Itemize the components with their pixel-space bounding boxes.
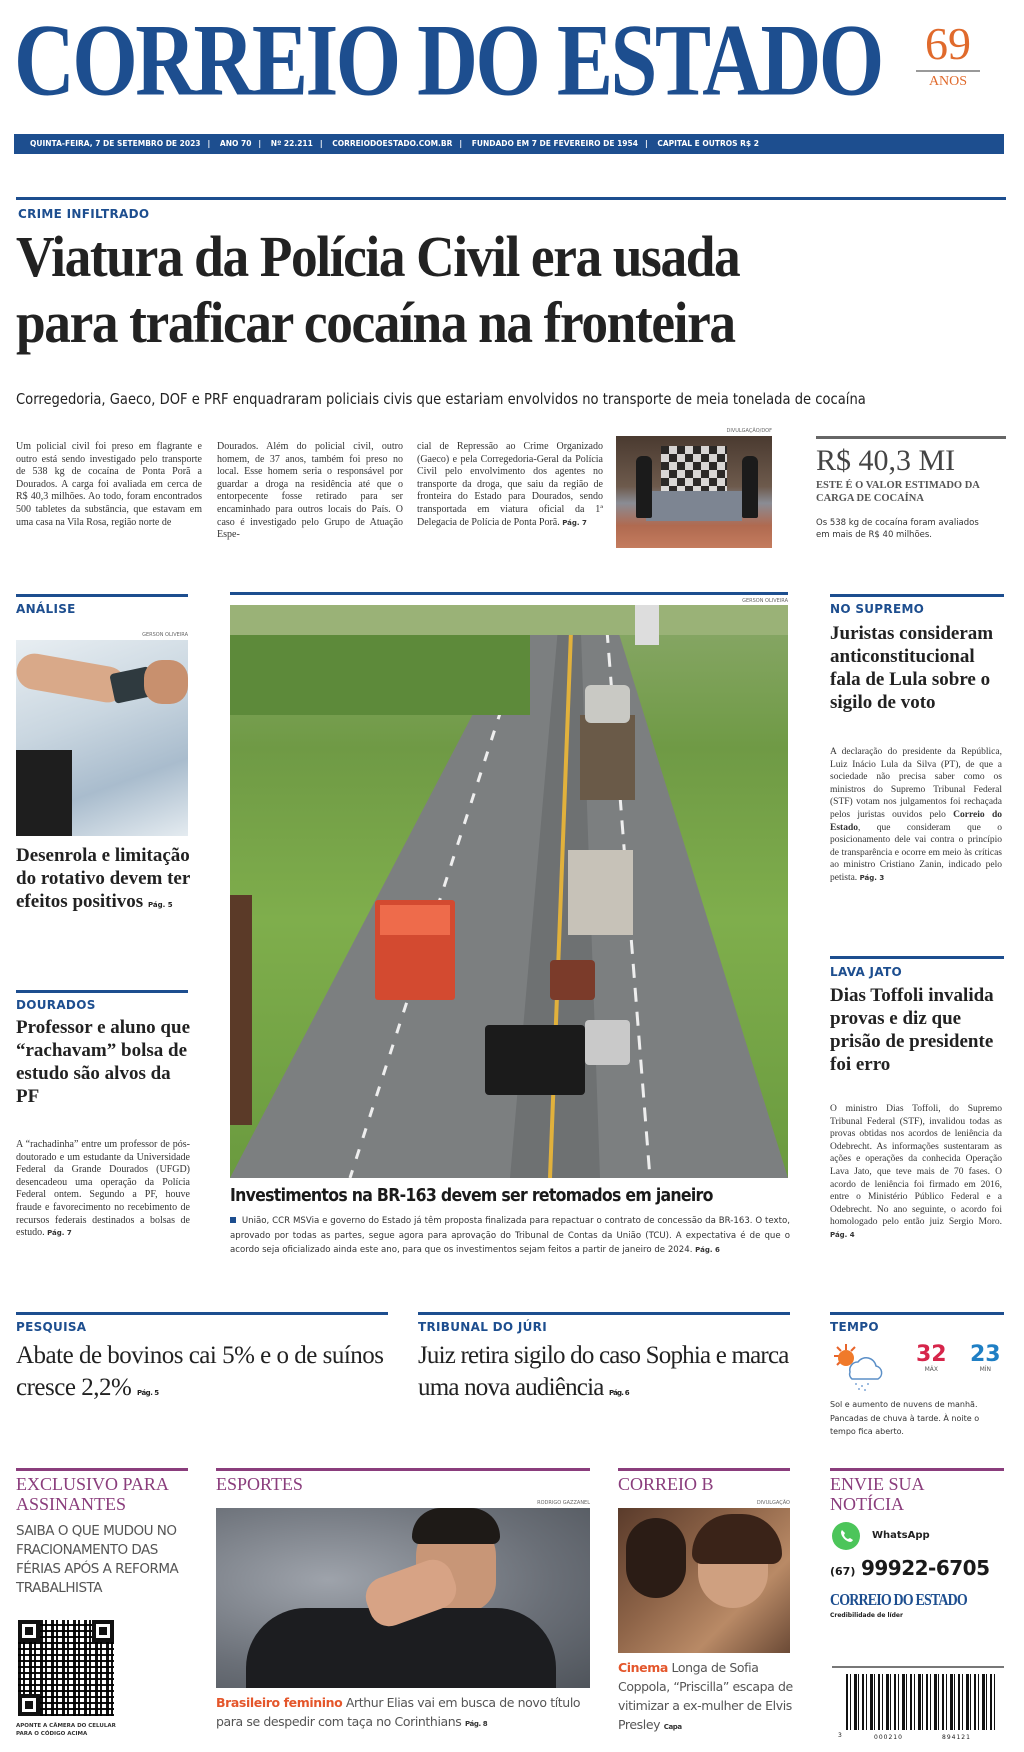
lead-headline[interactable] — [16, 224, 936, 356]
center-rule — [230, 592, 788, 595]
info-issue: Nº 22.211 — [270, 139, 313, 148]
esportes-title: ESPORTES — [216, 1474, 303, 1494]
center-body-text: União, CCR MSVia e governo do Estado já têm proposta finalizada para repactuar o contrato de concessão da BR-163. O texto, aprovado por todas as partes, segue agora para aprovação do Tribunal de Contas da União (TCU). A expectativa é de que o acordo seja oficializado ainda este ano, para que os investimentos sejam feitos a partir de janeiro de 2024. — [230, 1216, 791, 1255]
supremo-page-ref[interactable]: Pág. 3 — [859, 873, 885, 882]
dourados-rule — [16, 990, 188, 993]
barcode — [838, 1674, 1002, 1744]
correiob-rule — [618, 1468, 790, 1471]
tempo-kicker: TEMPO — [830, 1320, 879, 1334]
qr-code[interactable] — [18, 1620, 114, 1716]
phone-number: 99922-6705 — [860, 1556, 990, 1580]
stat-label: ESTE É O VALOR ESTIMADO DA CARGA DE COCAÍNA — [816, 480, 980, 504]
analise-photo-card-payment — [16, 640, 188, 836]
qr-caption: APONTE A CÂMERA DO CELULAR PARA O CÓDIGO ACIMA — [16, 1723, 116, 1737]
lavajato-kicker: LAVA JATO — [830, 965, 902, 979]
info-year: ANO 70 — [219, 139, 252, 148]
temp-max-label: MÁX — [924, 1366, 939, 1373]
barcode-bars — [846, 1674, 996, 1730]
sun-cloud-rain-icon — [830, 1342, 886, 1392]
stat-note: Os 538 kg de cocaína foram avaliados em mais de R$ 40 milhões. — [816, 518, 979, 540]
anniversary-number: 69 — [925, 18, 971, 69]
juri-rule — [418, 1312, 790, 1315]
tempo-forecast: Sol e aumento de nuvens de manhã. Pancadas de chuva à tarde. À noite o tempo fica aberto. — [830, 1400, 980, 1436]
envie-phone[interactable] — [830, 1556, 990, 1580]
info-bar: QUINTA-FEIRA, 7 DE SETEMBRO DE 2023 | ANO 70 | Nº 22.211 | CORREIODOESTADO.COM.BR | FUNDADO EM 7 DE FEVEREIRO DE 1954 | CAPITAL E OUTROS R$ 2 — [14, 134, 1004, 154]
lead-headline-line2: para traficar cocaína na fronteira — [16, 290, 735, 355]
anniversary-badge — [908, 18, 988, 90]
lead-subhead: Corregedoria, Gaeco, DOF e PRF enquadraram policiais civis que estariam envolvidos no transporte de meia tonelada de cocaína — [16, 390, 866, 408]
esportes-caption[interactable] — [216, 1693, 596, 1734]
lavajato-body-text: O ministro Dias Toffoli, do Supremo Tribunal Federal (STF), invalidou todas as provas obtidas nos acordos de leniência da Odebrecht. As informações sustentaram as ações e operações da conhecida Operação Lava Jato, que teve mais de 70 fases. O acordo de leniência foi firmado em 2016, entre o Ministério Público Federal e a Odebrecht. No ano seguinte, o acordo foi homologado pelo então juiz Sergio Moro. — [830, 1104, 1002, 1228]
lead-body-col1: Um policial civil foi preso em flagrante e outro está sendo investigado pelo transporte de 538 kg de cocaína de Ponta Porã a Dourados. A carga foi avaliada em cerca de R$ 40,3 milhões. Ao todo, foram encontrados 500 tabletes da substância, que estavam em uma casa na Vila Rosa, região norte de — [16, 441, 202, 528]
lavajato-body — [830, 1103, 1002, 1242]
esportes-caption-lead: Brasileiro feminino — [216, 1695, 343, 1710]
whatsapp-icon[interactable] — [832, 1522, 860, 1550]
esportes-photo-coach — [216, 1508, 590, 1688]
dourados-page-ref[interactable]: Pág. 7 — [47, 1229, 72, 1238]
analise-headline-text: Desenrola e limitação do rotativo devem ter efeitos positivos — [16, 845, 190, 912]
supremo-kicker: NO SUPREMO — [830, 602, 925, 616]
dourados-body — [16, 1139, 190, 1240]
pesquisa-kicker: PESQUISA — [16, 1320, 87, 1334]
temp-min — [970, 1344, 1001, 1373]
lead-photo-seized-cocaine — [616, 436, 772, 548]
barcode-mid-digits: 000210 — [874, 1734, 903, 1741]
esportes-caption-text: Arthur Elias vai em busca de novo título para se despedir com taça no Corinthians — [216, 1695, 581, 1729]
analise-kicker: ANÁLISE — [16, 602, 76, 616]
supremo-body-a: A declaração do presidente da República, Luiz Inácio Lula da Silva (PT), de que a sociedade não precisa saber como os ministros do Supremo Tribunal Federal (STF) votam nos julgamentos foi rechaçada pelos juristas ouvidos pelo — [830, 747, 1002, 820]
supremo-rule — [830, 594, 1004, 597]
temp-max-value: 32 — [916, 1342, 947, 1367]
barcode-right-digits: 894121 — [942, 1734, 971, 1741]
lavajato-rule — [830, 956, 1004, 959]
correiob-title: CORREIO B — [618, 1474, 714, 1494]
phone-ddd: (67) — [830, 1565, 856, 1578]
juri-headline-text: Juiz retira sigilo do caso Sophia e marca uma nova audiência — [418, 1342, 789, 1401]
anniversary-divider — [916, 70, 980, 72]
info-date: QUINTA-FEIRA, 7 DE SETEMBRO DE 2023 — [30, 139, 201, 148]
barcode-rule — [832, 1666, 1004, 1668]
pesquisa-headline-text: Abate de bovinos cai 5% e o de suínos cresce 2,2% — [16, 1342, 384, 1401]
center-photo-br163-highway — [230, 605, 788, 1178]
lead-body-col2: Dourados. Além do policial civil, outro homem, de 37 anos, também foi preso no local. Esse homem seria o responsável por guardar a droga na residência até que o entorpecente fosse retirado para ser encaminhado para outros locais do País. O caso é investigado pelo Grupo de Atuação Espe- — [217, 441, 403, 541]
exclusivo-text[interactable]: SAIBA O QUE MUDOU NO FRACIONAMENTO DAS FÉRIAS APÓS A REFORMA TRABALHISTA — [16, 1523, 179, 1596]
info-founded: FUNDADO EM 7 DE FEVEREIRO DE 1954 — [471, 139, 638, 148]
qr-finder-tr — [92, 1620, 114, 1642]
supremo-body-b: , que consideram que o posicionamento dele vai contra o princípio de transparência e ocorre em meio às críticas ao ministro Cristiano Zanin, indicado pelo petista. — [830, 822, 1002, 883]
esportes-page-ref[interactable]: Pág. 8 — [465, 1720, 488, 1728]
anniversary-label: ANOS — [928, 74, 968, 89]
supremo-headline[interactable]: Juristas consideram anticonstitucional fala de Lula sobre o sigilo de voto — [830, 623, 994, 713]
esportes-photo-credit: RODRIGO GAZZANEL — [537, 1500, 590, 1506]
juri-kicker: TRIBUNAL DO JÚRI — [418, 1320, 547, 1334]
juri-page-ref[interactable]: Pág. 6 — [608, 1389, 629, 1397]
correiob-photo-credit: DIVULGAÇÃO — [756, 1500, 790, 1506]
lead-body-col3 — [417, 441, 603, 529]
analise-photo-credit: GERSON OLIVEIRA — [142, 632, 188, 638]
correiob-caption-text: Longa de Sofia Coppola, “Priscilla” escapa de vitimizar a ex-mulher de Elvis Presley — [618, 1660, 793, 1732]
center-photo-credit: GERSON OLIVEIRA — [742, 598, 788, 604]
esportes-rule — [216, 1468, 590, 1471]
envie-title: ENVIE SUA NOTÍCIA — [830, 1474, 924, 1514]
stat-rule — [816, 436, 1006, 439]
lead-page-ref[interactable]: Pág. 7 — [562, 518, 587, 527]
qr-finder-bl — [18, 1694, 40, 1716]
envie-rule — [830, 1468, 1004, 1471]
dourados-body-text: A “rachadinha” entre um professor de pós-doutorado e um estudante da Universidade Federal da Grande Dourados (UFGD) desencadeou uma operação da Polícia Federal ontem. Segundo a PF, houve fraude e favorecimento no recebimento de recursos federais destinados a bolsas de estudo. — [16, 1139, 190, 1239]
center-body — [230, 1214, 790, 1258]
center-headline[interactable]: Investimentos na BR-163 devem ser retomados em janeiro — [230, 1186, 713, 1206]
correiob-caption[interactable] — [618, 1658, 798, 1737]
barcode-left-digit: 3 — [838, 1732, 842, 1739]
dourados-headline[interactable]: Professor e aluno que “rachavam” bolsa de estudo são alvos da PF — [16, 1017, 190, 1107]
exclusivo-title: EXCLUSIVO PARA ASSINANTES — [16, 1474, 168, 1514]
correiob-page-ref[interactable]: Capa — [663, 1723, 682, 1731]
lead-headline-line1: Viatura da Polícia Civil era usada — [16, 224, 740, 289]
analise-headline[interactable] — [16, 844, 192, 917]
pesquisa-headline[interactable] — [16, 1340, 396, 1409]
center-page-ref[interactable]: Pág. 6 — [695, 1246, 720, 1254]
correiob-caption-lead: Cinema — [618, 1660, 668, 1675]
pesquisa-rule — [16, 1312, 388, 1315]
analise-rule — [16, 594, 188, 597]
whatsapp-label: WhatsApp — [872, 1530, 930, 1541]
lead-body-col3-text: cial de Repressão ao Crime Organizado (Gaeco) e pela Corregedoria-Geral da Polícia Civil pelo envolvimento dos agentes no transporte da droga, que saiu da região de fronteira do Estado para Dourados, sendo transportada em viatura oficial da 1ª Delegacia de Polícia de Ponta Porã. — [417, 441, 603, 528]
lead-rule — [16, 197, 1006, 200]
masthead — [14, 4, 1024, 154]
supremo-body — [830, 746, 1002, 885]
temp-min-value: 23 — [970, 1342, 1001, 1367]
lavajato-headline[interactable]: Dias Toffoli invalida provas e diz que prisão de presidente foi erro — [830, 985, 994, 1075]
supremo-body-bold: Correio do Estado — [830, 809, 1002, 833]
bullet-icon — [230, 1217, 236, 1223]
stat-value: R$ 40,3 MI — [816, 444, 956, 477]
analise-page-ref[interactable]: Pág. 5 — [147, 901, 173, 909]
highway-scene — [230, 605, 788, 1178]
info-website[interactable]: CORREIODOESTADO.COM.BR — [332, 139, 453, 148]
juri-headline[interactable] — [418, 1340, 803, 1409]
correiob-photo-priscilla — [618, 1508, 790, 1653]
lead-photo-credit: DIVULGAÇÃO/DOF — [726, 428, 772, 434]
lead-kicker: CRIME INFILTRADO — [18, 207, 150, 221]
dourados-kicker: DOURADOS — [16, 998, 96, 1012]
exclusivo-rule — [16, 1468, 188, 1471]
lavajato-page-ref[interactable]: Pág. 4 — [830, 1230, 855, 1239]
masthead-title[interactable]: CORREIO DO ESTADO — [14, 4, 882, 118]
pesquisa-page-ref[interactable]: Pág. 5 — [137, 1389, 159, 1397]
qr-finder-tl — [18, 1620, 40, 1642]
stat-box — [816, 436, 1006, 541]
tempo-rule — [830, 1312, 1004, 1315]
envie-brand-logo: CORREIO DO ESTADO — [830, 1590, 967, 1609]
temp-max — [916, 1344, 947, 1373]
info-price: CAPITAL E OUTROS R$ 2 — [657, 139, 759, 148]
temp-min-label: MÍN — [979, 1366, 992, 1373]
envie-tagline: Credibilidade de líder — [830, 1612, 903, 1619]
